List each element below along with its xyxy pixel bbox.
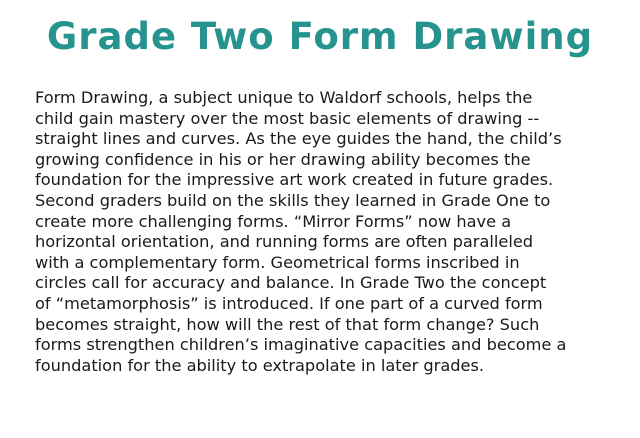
- page-title: Grade Two Form Drawing: [46, 15, 594, 58]
- paragraph-line: Form Drawing, a subject unique to Waldorf schools, helps the: [35, 88, 533, 107]
- paragraph-line: of “metamorphosis” is introduced. If one part of a curved form: [35, 293, 543, 313]
- paragraph-line: create more challenging forms. “Mirror Forms” now have a: [35, 211, 512, 231]
- paragraph-line: circles call for accuracy and balance. In Grade Two the concept: [35, 273, 547, 293]
- paragraph-line: Second graders build on the skills they learned in Grade One to: [35, 190, 551, 210]
- paragraph-line: foundation for the ability to extrapolate in later grades.: [35, 355, 485, 375]
- paragraph-line: foundation for the impressive art work created in future grades.: [35, 170, 554, 190]
- paragraph-line: with a complementary form. Geometrical forms inscribed in: [35, 252, 520, 272]
- paragraph-line: straight lines and curves. As the eye guides the hand, the child’s: [35, 129, 562, 149]
- paragraph-line: horizontal orientation, and running forms are often paralleled: [35, 232, 534, 252]
- paragraph-line: child gain mastery over the most basic elements of drawing --: [35, 108, 540, 128]
- paragraph-line: becomes straight, how will the rest of that form change? Such: [35, 314, 540, 334]
- paragraph-line: growing confidence in his or her drawing ability becomes the: [35, 149, 531, 169]
- paragraph-line: forms strengthen children’s imaginative capacities and become a: [35, 335, 567, 355]
- body-paragraph: [35, 88, 615, 376]
